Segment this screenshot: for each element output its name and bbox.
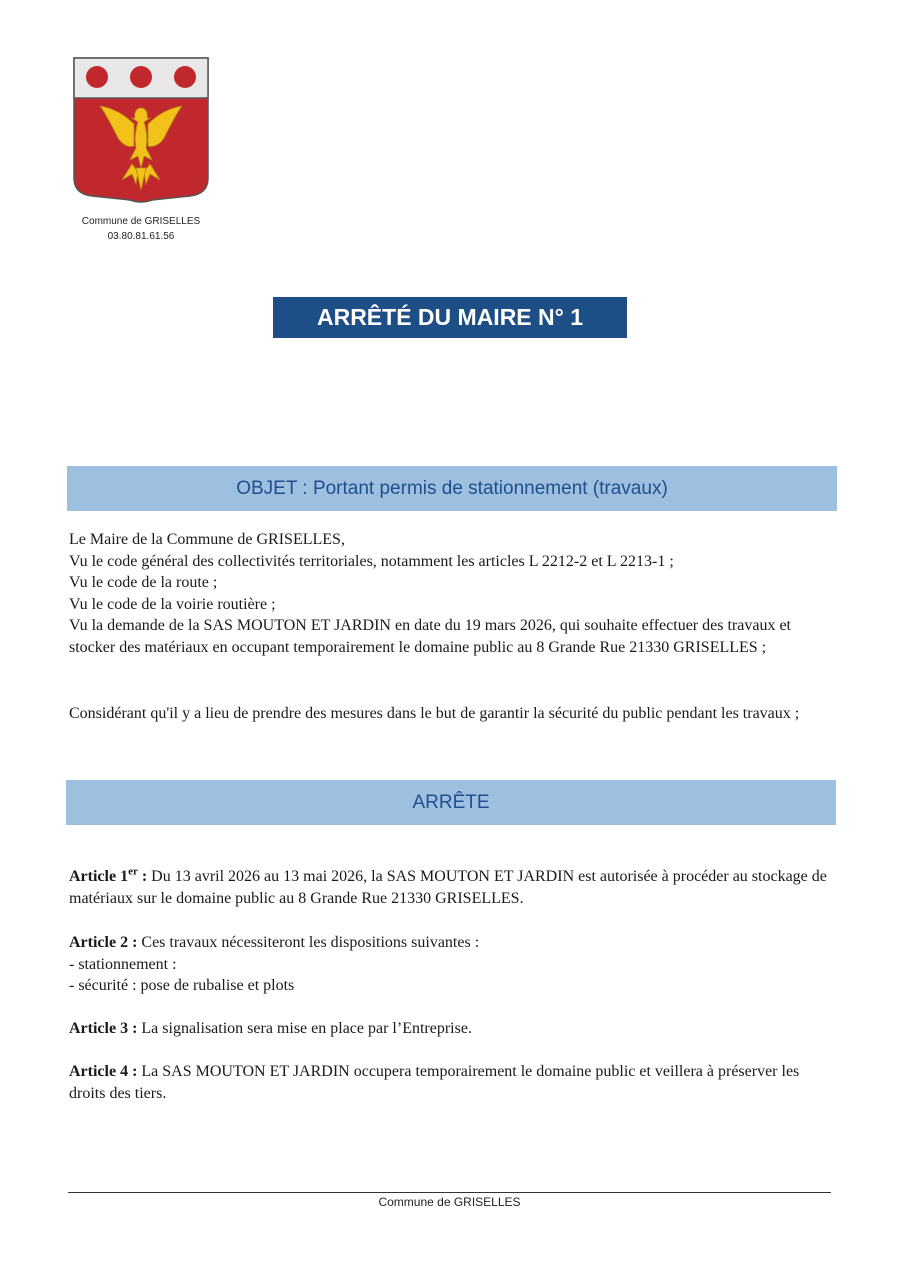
article-2-item: - sécurité : pose de rubalise et plots [69,977,295,994]
considerant-text: Considérant qu'il y a lieu de prendre des mesures dans le but de garantir la sécurité du public pendant les travaux ; [69,705,800,722]
griselles-coat-of-arms-icon [72,56,210,206]
article-3-label: Article 3 : [69,1020,138,1037]
article-3 [69,1018,837,1040]
article-2 [69,932,837,997]
footer-text: Commune de GRISELLES [378,1195,521,1209]
considerant [69,703,837,725]
article-4-text: La SAS MOUTON ET JARDIN occupera temporairement le domaine public et veillera à préserver les droits des tiers. [69,1063,800,1102]
article-4 [69,1061,837,1104]
article-2-text: Ces travaux nécessiteront les dispositions suivantes : [137,934,480,951]
commune-identity [60,214,222,244]
article-1-text: Du 13 avril 2026 au 13 mai 2026, la SAS MOUTON ET JARDIN est autorisée à procéder au stockage de matériaux sur le domaine public au 8 Grande Rue 21330 GRISELLES. [69,868,827,907]
commune-phone: 03.80.81.61.56 [107,231,175,242]
preamble [69,529,837,658]
article-1-label-suffix: : [137,868,148,885]
article-1 [69,866,837,909]
article-3-text: La signalisation sera mise en place par l’Entreprise. [137,1020,472,1037]
preamble-line: Vu le code de la route ; [69,574,218,591]
article-2-item: - stationnement : [69,955,177,973]
preamble-line: Vu le code de la voirie routière ; [69,595,276,613]
article-1-label-text: Article 1 [69,868,129,885]
document-title: ARRÊTÉ DU MAIRE N° 1 [273,297,627,338]
article-2-label: Article 2 : [69,934,138,951]
preamble-line: Le Maire de la Commune de GRISELLES, [69,531,345,548]
preamble-line: Vu la demande de la SAS MOUTON ET JARDIN en date du 19 mars 2026, qui souhaite effectuer des travaux et stocker des matériaux en occupant temporairement le domaine public au 8 Grande Rue 21330 GRISELLES ; [69,617,791,656]
article-4-label: Article 4 : [69,1063,138,1080]
article-1-label [69,865,148,885]
article-1-sup: er [128,865,138,878]
arrete-heading: ARRÊTE [66,780,836,825]
commune-name: Commune de GRISELLES [81,216,201,227]
objet-heading: OBJET : Portant permis de stationnement (travaux) [67,466,837,511]
footer-divider [68,1192,831,1193]
preamble-line: Vu le code général des collectivités territoriales, notamment les articles L 2212-2 et L 2213-1 ; [69,552,674,570]
